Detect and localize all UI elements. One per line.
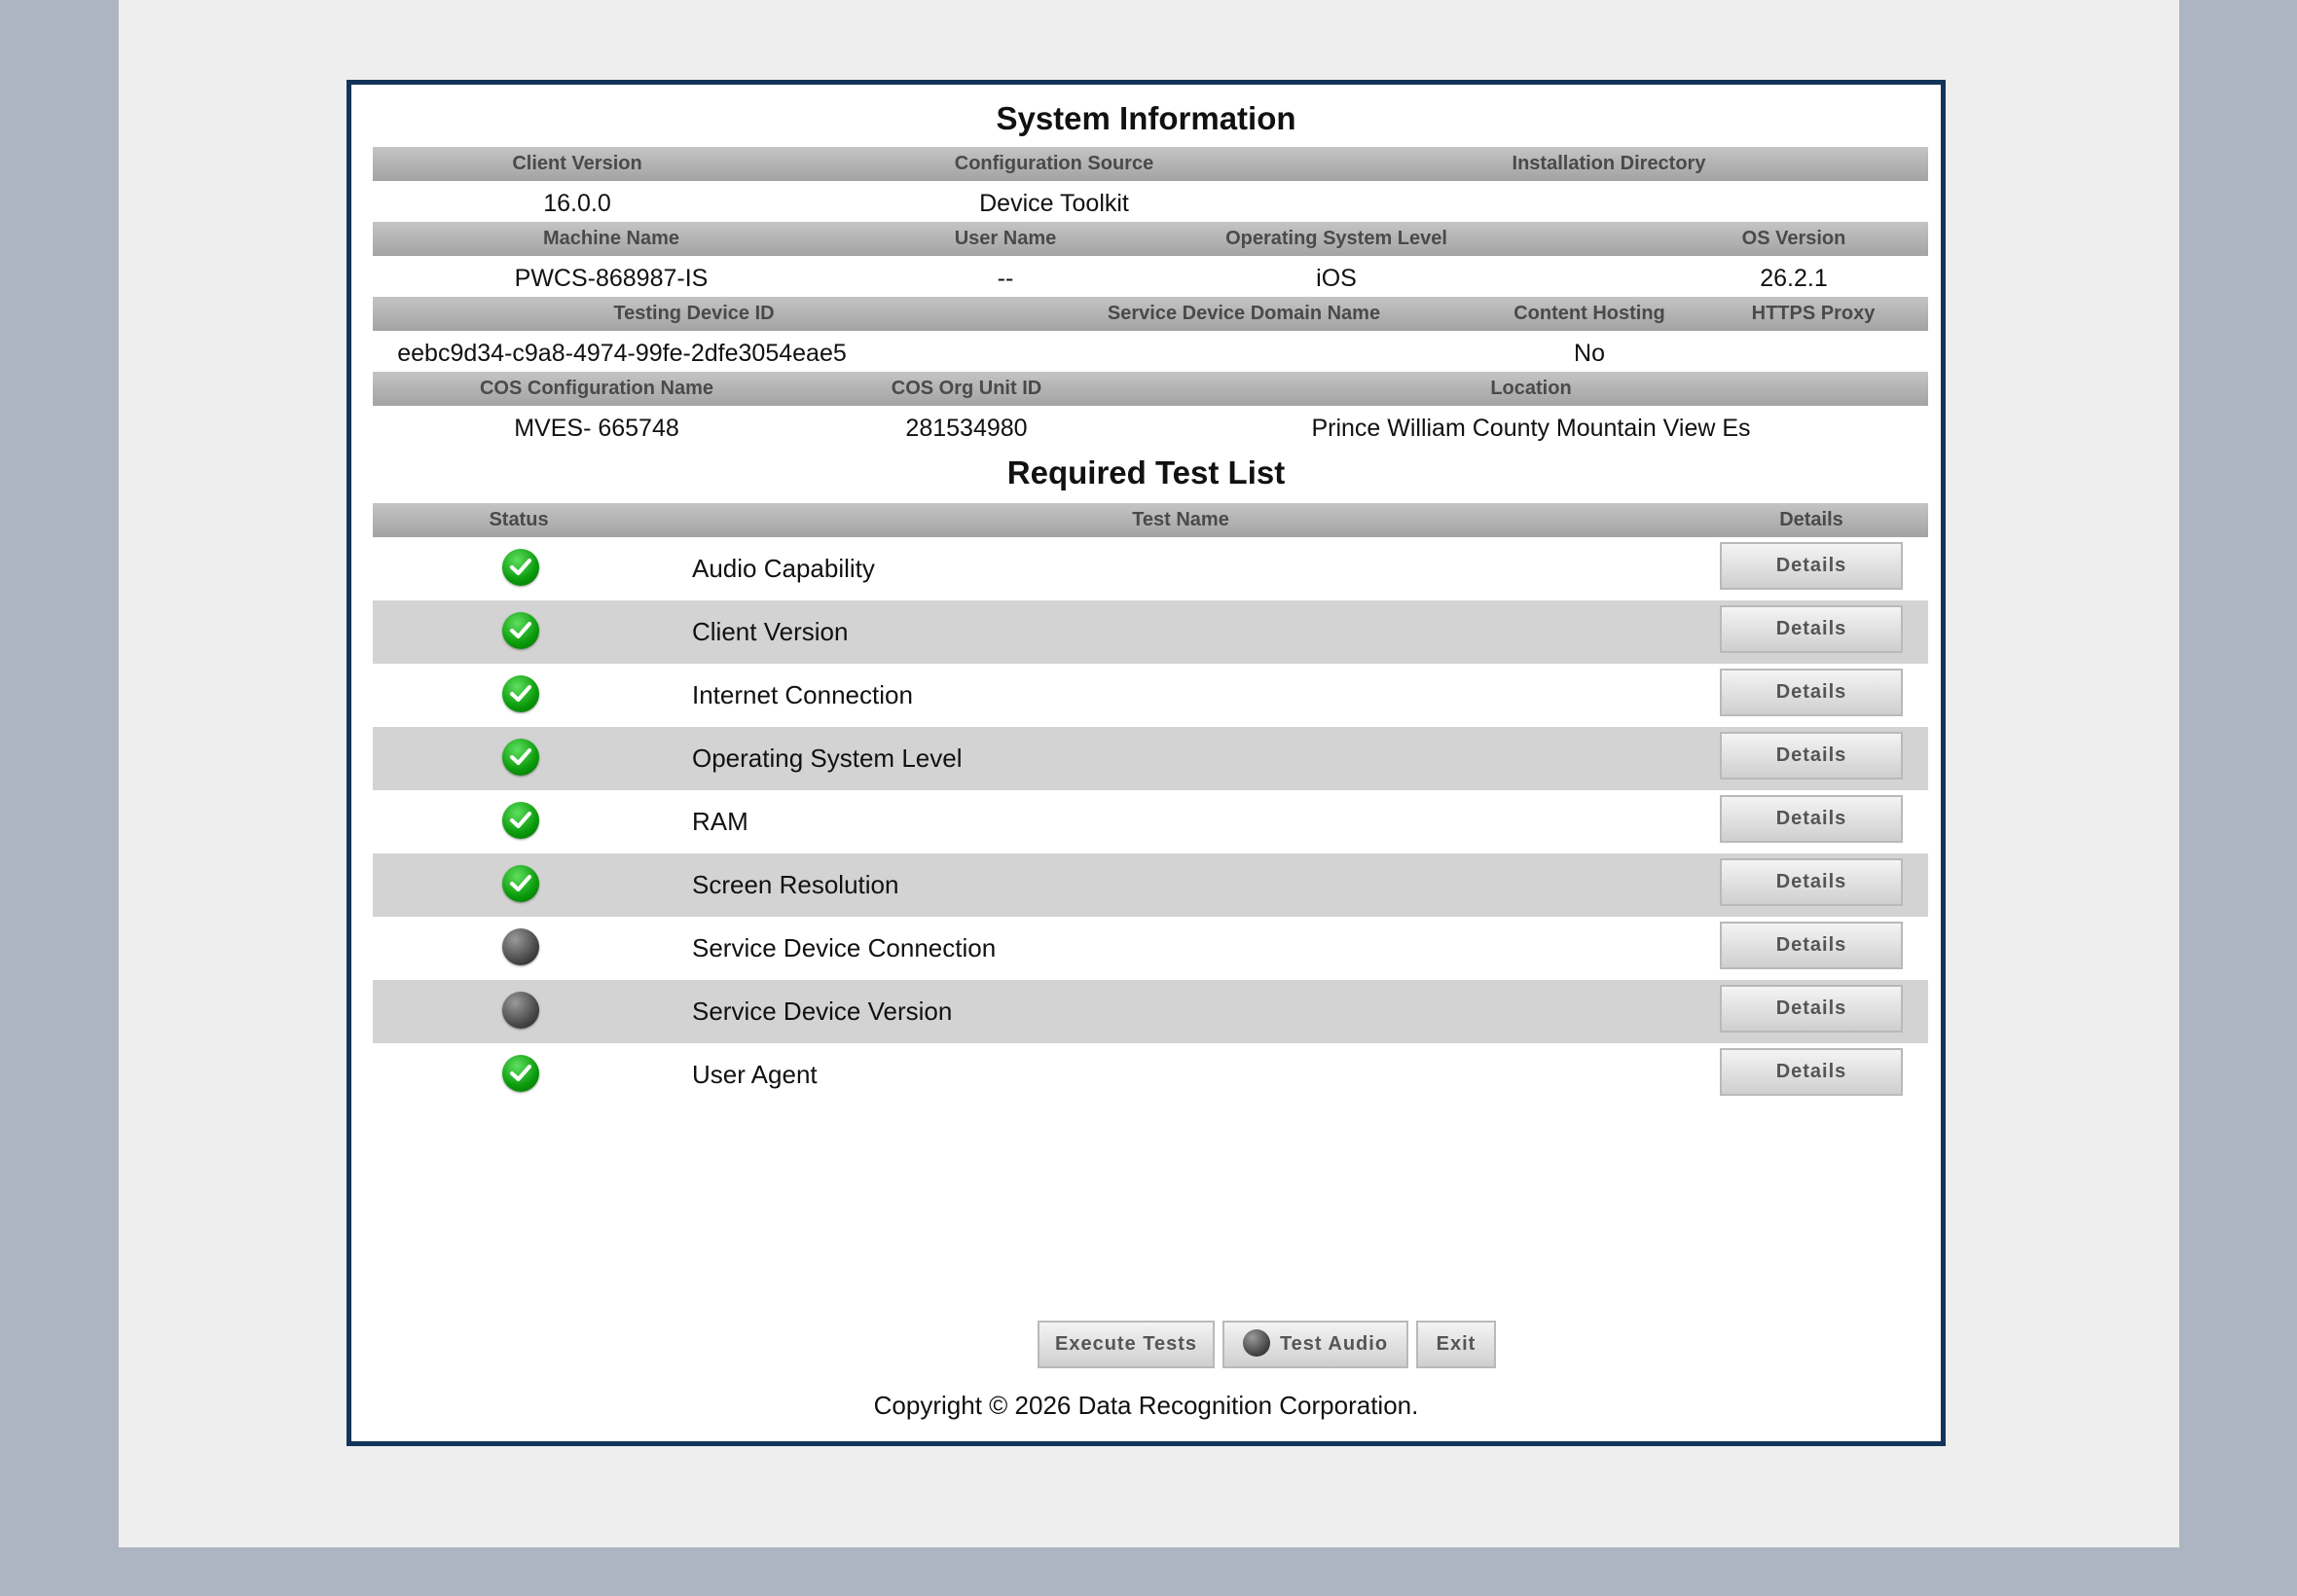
header-os-version: OS Version — [1741, 228, 1846, 249]
test-row — [373, 600, 1928, 664]
check-circle-icon — [502, 739, 539, 776]
value-location: Prince William County Mountain View Es — [1311, 415, 1751, 442]
system-info-header-row-1 — [373, 147, 1928, 181]
test-row — [373, 727, 1928, 790]
system-info-header-row-2 — [373, 222, 1928, 256]
test-list-title: Required Test List — [1006, 454, 1286, 490]
header-os-level: Operating System Level — [1225, 228, 1447, 249]
status-cell — [373, 600, 668, 664]
status-cell — [373, 1043, 668, 1106]
execute-tests-button[interactable]: Execute Tests — [1038, 1321, 1215, 1368]
test-row — [373, 664, 1928, 727]
status-cell — [373, 664, 668, 727]
header-location: Location — [1490, 378, 1572, 399]
value-os-level: iOS — [1316, 265, 1357, 292]
check-circle-icon — [502, 865, 539, 902]
header-user-name: User Name — [954, 228, 1057, 249]
header-configuration-source: Configuration Source — [954, 153, 1154, 174]
value-content-hosting: No — [1574, 340, 1605, 367]
details-button[interactable]: Details — [1720, 669, 1903, 716]
check-circle-icon — [502, 675, 539, 712]
test-name: Service Device Connection — [692, 933, 997, 962]
details-button[interactable]: Details — [1720, 605, 1903, 653]
test-name: Operating System Level — [692, 744, 963, 773]
details-button[interactable]: Details — [1720, 985, 1903, 1033]
status-cell — [373, 980, 668, 1043]
test-row — [373, 917, 1928, 980]
system-info-header-row-4 — [373, 372, 1928, 406]
test-name: Service Device Version — [692, 997, 953, 1026]
system-info-header-row-3 — [373, 297, 1928, 331]
test-row — [373, 1043, 1928, 1106]
check-circle-icon — [502, 1055, 539, 1092]
details-button[interactable]: Details — [1720, 1048, 1903, 1096]
header-installation-directory: Installation Directory — [1512, 153, 1706, 174]
pending-circle-icon — [502, 992, 539, 1029]
status-cell — [373, 853, 668, 917]
status-cell — [373, 917, 668, 980]
test-name: RAM — [692, 807, 748, 836]
header-cos-config-name: COS Configuration Name — [479, 378, 713, 399]
test-name: Audio Capability — [692, 554, 875, 583]
header-content-hosting: Content Hosting — [1513, 303, 1665, 324]
exit-button[interactable]: Exit — [1416, 1321, 1496, 1368]
pending-circle-icon — [502, 928, 539, 965]
header-cos-org-unit-id: COS Org Unit ID — [891, 378, 1042, 399]
value-installation-directory — [1463, 184, 1755, 223]
test-name: Client Version — [692, 617, 849, 646]
header-status: Status — [489, 509, 549, 530]
check-circle-icon — [502, 802, 539, 839]
test-name: User Agent — [692, 1060, 818, 1089]
details-button[interactable]: Details — [1720, 858, 1903, 906]
diagnostics-panel — [346, 80, 1946, 1446]
page-background — [119, 0, 2179, 1547]
details-button[interactable]: Details — [1720, 732, 1903, 780]
header-test-name: Test Name — [1132, 509, 1229, 530]
header-testing-device-id: Testing Device ID — [613, 303, 775, 324]
value-testing-device-id: eebc9d34-c9a8-4974-99fe-2dfe3054eae5 — [397, 340, 847, 367]
value-service-device-domain — [1083, 334, 1404, 373]
status-cell — [373, 727, 668, 790]
test-list-header — [373, 503, 1928, 537]
value-configuration-source: Device Toolkit — [979, 190, 1129, 217]
status-cell — [373, 537, 668, 600]
test-name: Internet Connection — [692, 680, 913, 709]
test-audio-button[interactable] — [1222, 1321, 1408, 1368]
copyright-text: Copyright © 2026 Data Recognition Corporation. — [873, 1391, 1419, 1420]
system-info-title: System Information — [996, 100, 1296, 136]
audio-status-icon — [1243, 1329, 1270, 1357]
details-button[interactable]: Details — [1720, 542, 1903, 590]
test-name: Screen Resolution — [692, 870, 899, 899]
details-button[interactable]: Details — [1720, 922, 1903, 969]
value-cos-org-unit-id: 281534980 — [905, 415, 1028, 442]
status-cell — [373, 790, 668, 853]
details-button[interactable]: Details — [1720, 795, 1903, 843]
header-client-version: Client Version — [512, 153, 642, 174]
check-circle-icon — [502, 549, 539, 586]
test-audio-label: Test Audio — [1279, 1333, 1389, 1355]
value-client-version: 16.0.0 — [543, 190, 611, 217]
header-https-proxy: HTTPS Proxy — [1751, 303, 1876, 324]
value-machine-name: PWCS-868987-IS — [514, 265, 709, 292]
value-cos-config-name: MVES- 665748 — [514, 415, 679, 442]
header-machine-name: Machine Name — [542, 228, 680, 249]
test-row — [373, 980, 1928, 1043]
header-service-device-domain: Service Device Domain Name — [1107, 303, 1381, 324]
test-row — [373, 790, 1928, 853]
check-circle-icon — [502, 612, 539, 649]
header-details: Details — [1779, 509, 1843, 530]
test-row — [373, 537, 1928, 600]
value-os-version: 26.2.1 — [1760, 265, 1828, 292]
value-https-proxy — [1726, 334, 1901, 373]
value-user-name: -- — [997, 265, 1014, 292]
test-row — [373, 853, 1928, 917]
